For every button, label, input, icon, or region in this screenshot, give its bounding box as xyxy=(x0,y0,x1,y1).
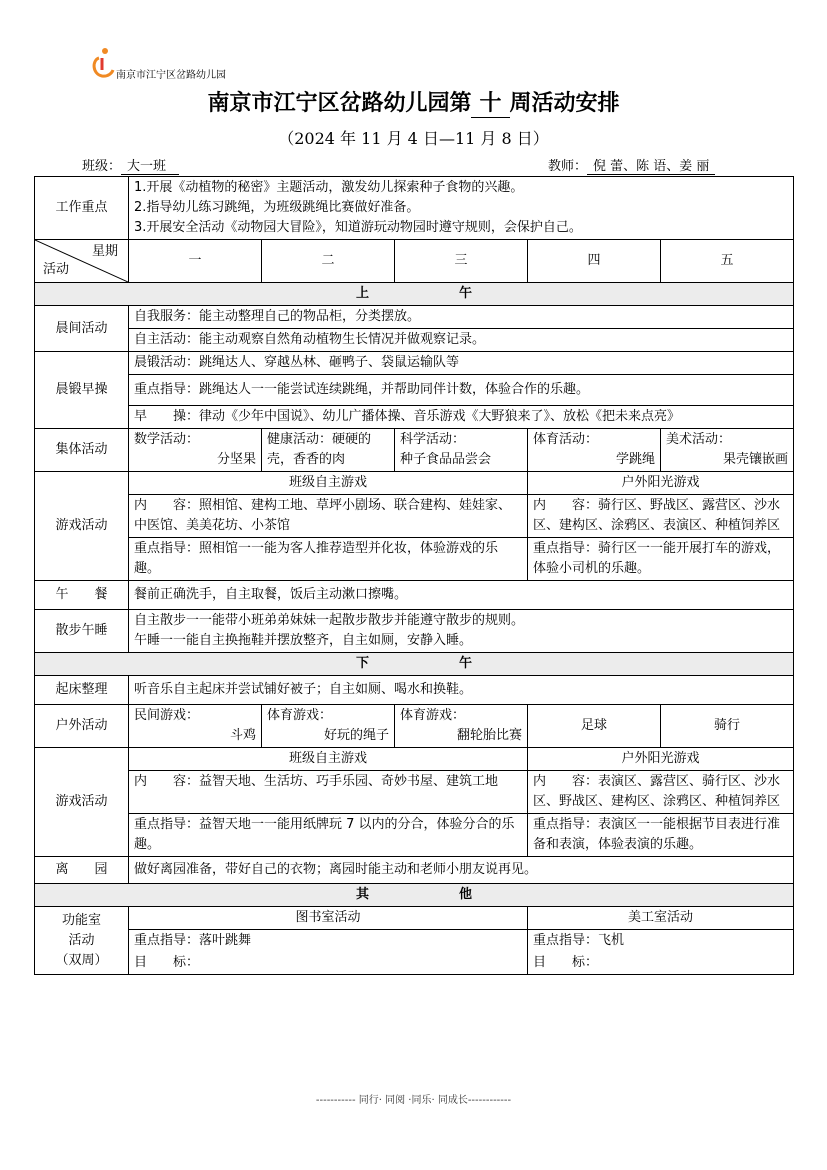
outdoor-cell xyxy=(528,705,661,748)
morning-games-label: 游戏活动 xyxy=(35,472,129,581)
exercise-label: 晨锻早操 xyxy=(35,352,129,429)
function-room-label xyxy=(35,907,129,975)
outdoor-cell xyxy=(395,705,528,748)
corner-top-label: 星期 xyxy=(91,244,118,259)
activity-name: 分坚果 xyxy=(216,452,256,467)
outdoor-cell xyxy=(661,705,794,748)
corner-bottom-label: 活动 xyxy=(43,262,70,277)
leave-label: 离 园 xyxy=(35,857,129,884)
class-game-title: 班级自主游戏 xyxy=(129,472,528,495)
focus-item: 2.指导幼儿练习跳绳，为班级跳绳比赛做好准备。 xyxy=(134,200,420,215)
activity-type: 数学活动： xyxy=(134,432,200,447)
focus-row xyxy=(35,177,794,240)
morning-games-row-3 xyxy=(35,538,794,581)
arrival-row-2 xyxy=(35,329,794,352)
outdoor-label: 户外活动 xyxy=(35,705,129,748)
week-number: 十 xyxy=(471,86,509,118)
activity-type: 美术活动： xyxy=(666,432,732,447)
weekday-wednesday: 三 xyxy=(395,240,528,283)
title-prefix: 南京市江宁区岔路幼儿园第 xyxy=(207,90,472,116)
function-room-label-1: 功能室 xyxy=(61,912,101,928)
wakeup-row xyxy=(35,676,794,705)
morning-band xyxy=(35,283,794,306)
outdoor-cell xyxy=(262,705,395,748)
activity-name: 果壳镶嵌画 xyxy=(722,452,788,467)
other-band-a: 其 xyxy=(355,887,369,902)
group-activity-cell xyxy=(528,429,661,472)
exercise-row-2 xyxy=(35,375,794,406)
library-goal: 目 标： xyxy=(129,952,528,975)
nap-text: 午睡一一能自主换拖鞋并摆放整齐，自主如厕，安静入睡。 xyxy=(134,633,473,648)
morning-games-row xyxy=(35,472,794,495)
teacher-value: 倪 蕾、陈 语、姜 丽 xyxy=(587,155,715,175)
class-game-guidance: 重点指导：益智天地一一能用纸牌玩 7 以内的分合，体验分合的乐趣。 xyxy=(129,814,528,857)
activity-name: 学跳绳 xyxy=(615,452,655,467)
exercise-guidance: 重点指导：跳绳达人一一能尝试连续跳绳，并帮助同伴计数，体验合作的乐趣。 xyxy=(129,375,794,406)
weekday-thursday: 四 xyxy=(528,240,661,283)
walk-nap-label: 散步午睡 xyxy=(35,610,129,653)
weekday-monday: 一 xyxy=(129,240,262,283)
weekday-tuesday: 二 xyxy=(262,240,395,283)
exercise-row xyxy=(35,352,794,375)
class-info xyxy=(82,155,179,175)
walk-text: 自主散步一一能带小班弟弟妹妹一起散步散步并能遵守散步的规则。 xyxy=(134,613,525,628)
title-suffix: 周活动安排 xyxy=(509,90,620,116)
lunch-content: 餐前正确洗手，自主取餐，饭后主动漱口擦嘴。 xyxy=(129,581,794,610)
outdoor-game-content: 内 容：表演区、露营区、骑行区、沙水区、野战区、建构区、涂鸦区、种植饲养区 xyxy=(528,771,794,814)
afternoon-band-b: 午 xyxy=(459,656,473,671)
walk-nap-content xyxy=(129,610,794,653)
class-label: 班级： xyxy=(82,159,122,174)
arrival-label: 晨间活动 xyxy=(35,306,129,352)
group-activity-cell xyxy=(262,429,395,472)
outdoor-row xyxy=(35,705,794,748)
weekday-friday: 五 xyxy=(661,240,794,283)
activity-name: 骑行 xyxy=(713,718,740,733)
group-activity-cell xyxy=(129,429,262,472)
activity-type: 体育游戏： xyxy=(400,708,466,723)
morning-games-row-2 xyxy=(35,495,794,538)
leave-row xyxy=(35,857,794,884)
outdoor-cell xyxy=(129,705,262,748)
group-activity-row xyxy=(35,429,794,472)
afternoon-games-label: 游戏活动 xyxy=(35,748,129,857)
outdoor-game-content: 内 容：骑行区、野战区、露营区、沙水区、建构区、涂鸦区、表演区、种植饲养区 xyxy=(528,495,794,538)
school-logo xyxy=(90,46,270,86)
group-activity-label: 集体活动 xyxy=(35,429,129,472)
morning-band-b: 午 xyxy=(459,286,473,301)
class-value: 大一班 xyxy=(121,155,179,175)
group-activity-cell xyxy=(395,429,528,472)
function-room-label-2: 活动 xyxy=(68,932,95,948)
arrival-self-service: 自我服务：能主动整理自己的物品柜，分类摆放。 xyxy=(129,306,794,329)
art-room-guidance: 重点指导：飞机 xyxy=(528,930,794,953)
art-room-title: 美工室活动 xyxy=(528,907,794,930)
class-game-title: 班级自主游戏 xyxy=(129,748,528,771)
afternoon-games-row xyxy=(35,748,794,771)
outdoor-game-title: 户外阳光游戏 xyxy=(528,748,794,771)
other-band xyxy=(35,884,794,907)
exercise-drill: 早 操：律动《少年中国说》、幼儿广播体操、音乐游戏《大野狼来了》、放松《把未来点亮》 xyxy=(129,406,794,429)
lunch-label: 午 餐 xyxy=(35,581,129,610)
arrival-row xyxy=(35,306,794,329)
afternoon-band-a: 下 xyxy=(355,656,369,671)
date-range: （2024 年 11 月 4 日—11 月 8 日） xyxy=(278,129,549,148)
corner-cell xyxy=(35,240,129,283)
afternoon-games-row-3 xyxy=(35,814,794,857)
activity-type: 民间游戏： xyxy=(134,708,200,723)
function-room-row-2 xyxy=(35,930,794,953)
wakeup-label: 起床整理 xyxy=(35,676,129,705)
exercise-activity: 晨锻活动：跳绳达人、穿越丛林、砸鸭子、袋鼠运输队等 xyxy=(129,352,794,375)
footer-slogan: ----------- 同行· 同阅 ·同乐· 同成长------------ xyxy=(315,1095,512,1106)
outdoor-game-guidance: 重点指导：骑行区一一能开展打车的游戏，体验小司机的乐趣。 xyxy=(528,538,794,581)
teacher-label: 教师： xyxy=(548,159,588,174)
leave-content: 做好离园准备，带好自己的衣物；离园时能主动和老师小朋友说再见。 xyxy=(129,857,794,884)
logo-icon xyxy=(90,46,116,80)
activity-type: 科学活动： xyxy=(400,432,466,447)
logo-text: 南京市江宁区岔路幼儿园 xyxy=(116,70,226,81)
weekday-header-row xyxy=(35,240,794,283)
arrival-free-activity: 自主活动：能主动观察自然角动植物生长情况并做观察记录。 xyxy=(129,329,794,352)
class-game-content: 内 容：照相馆、建构工地、草坪小剧场、联合建构、娃娃家、中医馆、美美花坊、小茶馆 xyxy=(129,495,528,538)
lunch-row xyxy=(35,581,794,610)
wakeup-content: 听音乐自主起床并尝试铺好被子；自主如厕、喝水和换鞋。 xyxy=(129,676,794,705)
activity-name: 硬硬的壳，香香的肉 xyxy=(267,432,372,467)
activity-type: 体育游戏： xyxy=(267,708,333,723)
weekly-schedule-table xyxy=(34,176,794,975)
group-activity-cell xyxy=(661,429,794,472)
morning-band-a: 上 xyxy=(355,286,369,301)
function-room-row-3 xyxy=(35,952,794,975)
activity-name: 足球 xyxy=(580,718,607,733)
class-game-content: 内 容：益智天地、生活坊、巧手乐园、奇妙书屋、建筑工地 xyxy=(129,771,528,814)
art-room-goal: 目 标： xyxy=(528,952,794,975)
outdoor-game-guidance: 重点指导：表演区一一能根据节目表进行准备和表演，体验表演的乐趣。 xyxy=(528,814,794,857)
activity-name: 翻轮胎比赛 xyxy=(456,728,522,743)
activity-type: 健康活动： xyxy=(267,432,333,447)
other-band-b: 他 xyxy=(459,887,473,902)
outdoor-game-title: 户外阳光游戏 xyxy=(528,472,794,495)
function-room-row xyxy=(35,907,794,930)
library-title: 图书室活动 xyxy=(129,907,528,930)
afternoon-games-row-2 xyxy=(35,771,794,814)
function-room-label-3: （双周） xyxy=(55,952,108,968)
teacher-info xyxy=(548,155,715,175)
focus-item: 3.开展安全活动《动物园大冒险》，知道游玩动物园时遵守规则，会保护自己。 xyxy=(134,220,582,235)
activity-name: 种子食品品尝会 xyxy=(400,452,492,467)
afternoon-band xyxy=(35,653,794,676)
walk-nap-row xyxy=(35,610,794,653)
class-game-guidance: 重点指导：照相馆一一能为客人推荐造型并化妆，体验游戏的乐趣。 xyxy=(129,538,528,581)
library-guidance: 重点指导：落叶跳舞 xyxy=(129,930,528,953)
focus-item: 1.开展《动植物的秘密》主题活动，激发幼儿探索种子食物的兴趣。 xyxy=(134,180,524,195)
focus-content xyxy=(129,177,794,240)
page-title xyxy=(0,86,827,118)
activity-name: 好玩的绳子 xyxy=(323,728,389,743)
activity-type: 体育活动： xyxy=(533,432,599,447)
focus-label: 工作重点 xyxy=(35,177,129,240)
activity-name: 斗鸡 xyxy=(229,728,256,743)
exercise-row-3 xyxy=(35,406,794,429)
